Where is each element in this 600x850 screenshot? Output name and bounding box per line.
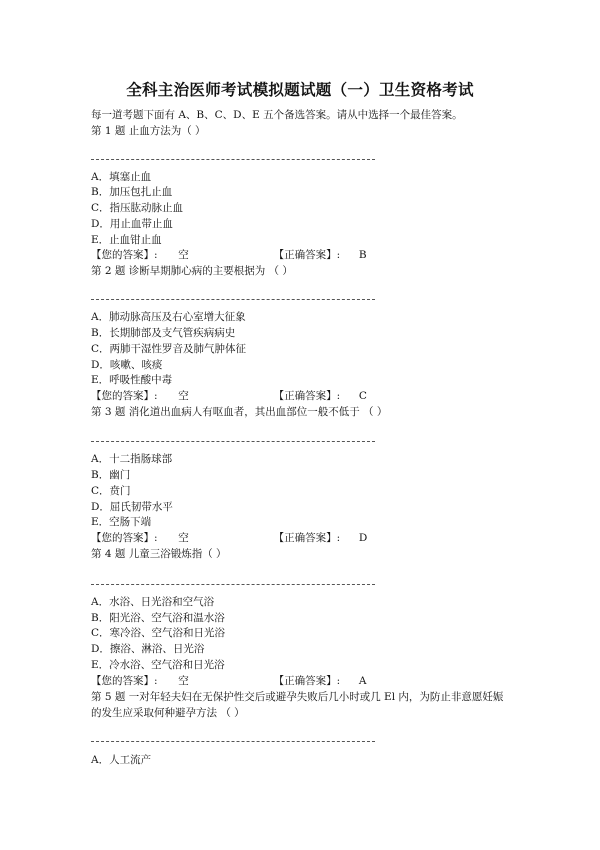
page-title: 全科主治医师考试模拟题试题（一）卫生资格考试 (126, 81, 474, 99)
option-c: C．指压肱动脉止血 (91, 202, 184, 214)
correct-answer-value: B (358, 249, 367, 261)
separator (91, 159, 375, 160)
your-answer-value: 空 (178, 390, 189, 402)
correct-answer-value: C (358, 390, 367, 402)
option-c: C．两肺干湿性罗音及肺气肿体征 (91, 343, 247, 355)
separator (91, 299, 375, 300)
option-c: C．寒冷浴、空气浴和日光浴 (91, 627, 226, 639)
option-a: A．肺动脉高压及右心室增大征象 (91, 311, 246, 323)
answer-row (91, 248, 367, 262)
question-3-stem: 第 3 题 消化道出血病人有呕血者，其出血部位一般不低于 （ ） (91, 406, 388, 418)
correct-answer-value: A (358, 675, 367, 687)
question-2-stem: 第 2 题 诊断早期肺心病的主要根据为 （ ） (91, 265, 293, 277)
correct-answer-label: 【正确答案】: (273, 675, 341, 687)
your-answer-value: 空 (178, 249, 189, 261)
option-b: B．长期肺部及支气管疾病病史 (91, 327, 236, 339)
your-answer-value: 空 (178, 675, 189, 687)
correct-answer-label: 【正确答案】: (273, 249, 341, 261)
question-1-stem: 第 1 题 止血方法为（ ） (91, 125, 206, 137)
option-b: B．加压包扎止血 (91, 186, 173, 198)
option-a: A．人工流产 (91, 754, 152, 766)
option-e: E．呼吸性酸中毒 (91, 374, 173, 386)
separator (91, 584, 375, 585)
instructions: 每一道考题下面有 A、B、C、D、E 五个备选答案。请从中选择一个最佳答案。 (91, 109, 463, 121)
your-answer-label: 【您的答案】: (91, 675, 158, 687)
option-e: E．冷水浴、空气浴和日光浴 (91, 659, 225, 671)
question-4-stem: 第 4 题 儿童三浴锻炼指（ ） (91, 548, 227, 560)
question-5-stem-line-1: 第 5 题 一对年轻夫妇在无保护性交后或避孕失败后几小时或几 El 内，为防止非意愿妊娠 (91, 691, 504, 703)
option-e: E．空肠下端 (91, 516, 152, 528)
question-5-stem-line-2: 的发生应采取何种避孕方法 （ ） (91, 707, 245, 719)
correct-answer-value: D (358, 532, 368, 544)
your-answer-label: 【您的答案】: (91, 532, 158, 544)
your-answer-label: 【您的答案】: (91, 249, 158, 261)
correct-answer-label: 【正确答案】: (273, 532, 341, 544)
option-a: A．水浴、日光浴和空气浴 (91, 596, 215, 608)
your-answer-value: 空 (178, 532, 189, 544)
option-e: E．止血钳止血 (91, 234, 162, 246)
answer-row (91, 389, 367, 403)
your-answer-label: 【您的答案】: (91, 390, 158, 402)
option-d: D．用止血带止血 (91, 218, 173, 230)
option-a: A．填塞止血 (91, 171, 152, 183)
separator (91, 741, 375, 742)
option-d: D．擦浴、淋浴、日光浴 (91, 643, 205, 655)
option-d: D．屈氏韧带水平 (91, 501, 173, 513)
answer-row (91, 674, 366, 688)
option-b: B．阳光浴、空气浴和温水浴 (91, 612, 225, 624)
answer-row (91, 531, 367, 545)
option-c: C．贲门 (91, 485, 131, 497)
option-a: A．十二指肠球部 (91, 453, 173, 465)
correct-answer-label: 【正确答案】: (273, 390, 341, 402)
option-d: D．咳嗽、咳痰 (91, 359, 163, 371)
separator (91, 441, 375, 442)
option-b: B．幽门 (91, 469, 131, 481)
